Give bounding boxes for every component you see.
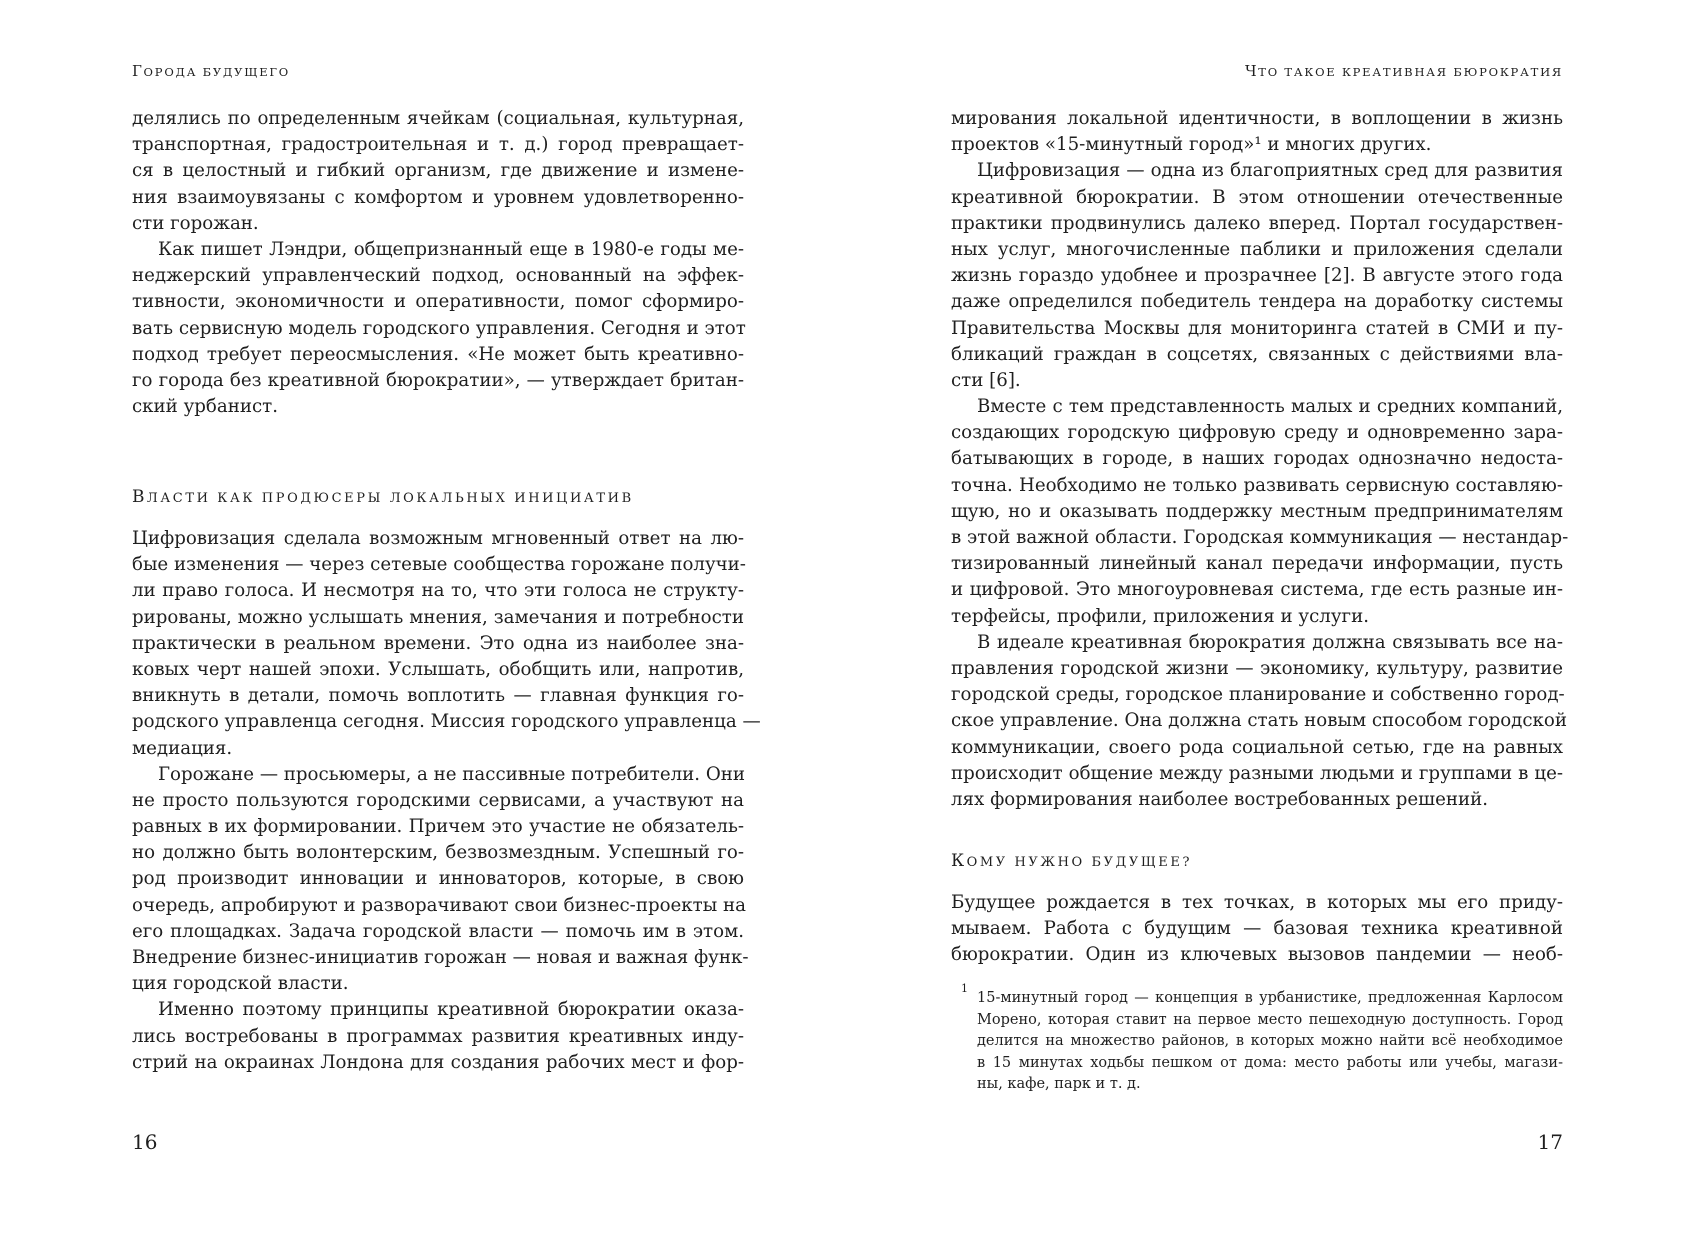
text-line: ковых черт нашей эпохи. Услышать, обобщить или, напротив,	[132, 658, 744, 680]
text-line: не просто пользуются городскими сервисами, а участвуют на	[132, 789, 744, 811]
page-number: 16	[132, 1130, 158, 1154]
text-line: правления городской жизни — экономику, культуру, развитие	[951, 657, 1563, 679]
text-line: в этой важной области. Городская коммуникация — нестандар-	[951, 527, 1569, 548]
text-line: медиация.	[132, 737, 233, 759]
text-line: го города без креативной бюрократии», — утверждает британ-	[132, 369, 744, 391]
paragraph	[951, 158, 1563, 394]
footnote-mark: 1	[961, 982, 968, 995]
text-line: даже определился победитель тендера на доработку системы	[951, 291, 1563, 313]
text-line: транспортная, градостроительная и т. д.) город превращает-	[132, 134, 744, 156]
text-line: Горожане — просьюмеры, а не пассивные потребители. Они	[158, 763, 745, 785]
text-line: тивности, экономичности и оперативности, помог сформиро-	[132, 291, 744, 313]
paragraph	[132, 237, 744, 420]
text-line: происходит общение между разными людьми и группами в це-	[951, 762, 1563, 784]
footnote-line: ны, кафе, парк и т. д.	[977, 1076, 1141, 1092]
paragraph	[132, 106, 744, 237]
text-line: сти горожан.	[132, 212, 259, 234]
text-line: ния взаимоувязаны с комфортом и уровнем удовлетвореннo-	[132, 186, 744, 208]
text-line: рированы, можно услышать мнения, замечания и потребности	[132, 606, 744, 628]
text-line: Как пишет Лэндри, общепризнанный еще в 1980-е годы ме-	[158, 238, 744, 260]
text-line: ское управление. Она должна стать новым способом городской	[951, 710, 1567, 732]
page-number: 17	[1537, 1130, 1563, 1154]
text-block	[132, 106, 744, 420]
paragraph	[132, 762, 749, 998]
text-line: терфейсы, профили, приложения и услуги.	[951, 605, 1369, 627]
section-heading: КОМУ НУЖНО БУДУЩЕЕ?	[951, 851, 1193, 871]
running-head-left: ГОРОДА БУДУЩЕГО	[132, 62, 291, 80]
text-line: родского управленца сегодня. Миссия городского управленца —	[132, 711, 761, 733]
footnote	[951, 982, 1563, 1096]
text-line: делялись по определенным ячейкам (социальная, культурная,	[132, 108, 744, 129]
text-line: род производит инновации и инноваторов, которые, в свою	[132, 868, 744, 890]
text-line: но должно быть волонтерским, безвозмездным. Успешный го-	[132, 842, 744, 864]
text-line: вать сервисную модель городского управления. Сегодня и этот	[132, 317, 746, 339]
text-block	[951, 106, 1569, 813]
text-line: Именно поэтому принципы креативной бюрократии оказа-	[158, 999, 744, 1021]
text-line: коммуникации, своего рода социальной сетью, где на равных	[951, 736, 1563, 758]
text-line: сти [6].	[951, 369, 1021, 391]
section-heading: ВЛАСТИ КАК ПРОДЮСЕРЫ ЛОКАЛЬНЫХ ИНИЦИАТИВ	[132, 487, 634, 507]
text-line: Цифровизация сделала возможным мгновенный ответ на лю-	[132, 528, 744, 549]
text-line: В идеале креативная бюрократия должна связывать все на-	[977, 631, 1563, 653]
text-line: вникнуть в детали, помочь воплотить — главная функция го-	[132, 685, 744, 707]
text-line: щую, но и оказывать поддержку местным предпринимателям	[951, 500, 1563, 522]
text-line: мирования локальной идентичности, в воплощении в жизнь	[951, 108, 1563, 129]
footnote-line: в 15 минутах ходьбы пешком от дома: место работы или учебы, магази-	[977, 1054, 1563, 1071]
text-line: подход требует переосмысления. «Не может быть креативно-	[132, 343, 744, 365]
text-line: практически в реальном времени. Это одна из наиболее зна-	[132, 632, 744, 654]
paragraph	[951, 106, 1563, 158]
text-line: креативной бюрократии. В этом отношении отечественные	[951, 186, 1563, 208]
text-line: ся в целостный и гибкий организм, где движение и измене-	[132, 160, 744, 182]
text-line: ных услуг, многочисленные паблики и приложения сделали	[951, 238, 1563, 260]
paragraph	[132, 997, 744, 1076]
paragraph	[951, 890, 1563, 969]
left-page	[132, 0, 761, 1241]
text-line: бликаций граждан в соцсетях, связанных с действиями вла-	[951, 343, 1563, 365]
text-line: стрий на окраинах Лондона для создания рабочих мест и фор-	[132, 1051, 744, 1073]
text-line: Правительства Москвы для мониторинга статей в СМИ и пу-	[951, 317, 1563, 339]
text-line: лись востребованы в программах развития креативных инду-	[132, 1025, 744, 1047]
text-line: Будущее рождается в тех точках, в которых мы его приду-	[951, 892, 1563, 913]
text-line: ли право голоса. И несмотря на то, что эти голоса не структу-	[132, 580, 744, 602]
text-line: практики продвинулись далеко вперед. Портал государствен-	[951, 212, 1563, 234]
text-block	[951, 890, 1563, 969]
text-block	[132, 526, 761, 1076]
text-line: бюрократии. Один из ключевых вызовов пандемии — необ-	[951, 944, 1563, 966]
text-line: его площадках. Задача городской власти — помочь им в этом.	[132, 920, 744, 942]
text-line: проектов «15-минутный город»¹ и многих других.	[951, 134, 1432, 156]
text-line: неджерский управленческий подход, основанный на эффек-	[132, 265, 744, 287]
text-line: батывающих в городе, в наших городах однозначно недоста-	[951, 448, 1563, 470]
text-line: мываем. Работа с будущим — базовая техника креативной	[951, 918, 1563, 940]
running-head-right: ЧТО ТАКОЕ КРЕАТИВНАЯ БЮРОКРАТИЯ	[1245, 62, 1563, 80]
text-line: точна. Необходимо не только развивать сервисную составляю-	[951, 474, 1563, 496]
text-line: Вместе с тем представленность малых и средних компаний,	[977, 396, 1563, 418]
right-page	[951, 0, 1569, 1241]
text-line: лях формирования наиболее востребованных решений.	[951, 788, 1488, 810]
footnote-line: делится на множество районов, в которых можно найти всё необходимое	[977, 1033, 1563, 1049]
paragraph	[951, 394, 1569, 630]
text-line: Внедрение бизнес-инициатив горожан — новая и важная функ-	[132, 947, 749, 968]
text-line: городской среды, городское планирование и собственно город-	[951, 684, 1565, 706]
footnote-line: 15-минутный город — концепция в урбанистике, предложенная Карлосом	[977, 990, 1563, 1006]
text-line: ция городской власти.	[132, 973, 349, 995]
text-line: равных в их формировании. Причем это участие не обязатель-	[132, 816, 744, 838]
text-line: ский урбанист.	[132, 396, 278, 418]
text-line: тизированный линейный канал передачи информации, пусть	[951, 553, 1563, 575]
text-line: Цифровизация — одна из благоприятных сред для развития	[977, 160, 1563, 182]
text-line: очередь, апробируют и разворачивают свои бизнес-проекты на	[132, 894, 746, 916]
text-line: бые изменения — через сетевые сообщества горожане получи-	[132, 554, 746, 576]
text-line: жизнь гораздо удобнее и прозрачнее [2]. В августе этого года	[951, 265, 1563, 287]
footnote-line: Морено, которая ставит на первое место пешеходную доступность. Город	[977, 1011, 1563, 1028]
text-line: и цифровой. Это многоуровневая система, где есть разные ин-	[951, 579, 1563, 601]
paragraph	[951, 630, 1567, 813]
paragraph	[132, 526, 761, 762]
text-line: создающих городскую цифровую среду и одновременно зара-	[951, 422, 1563, 444]
